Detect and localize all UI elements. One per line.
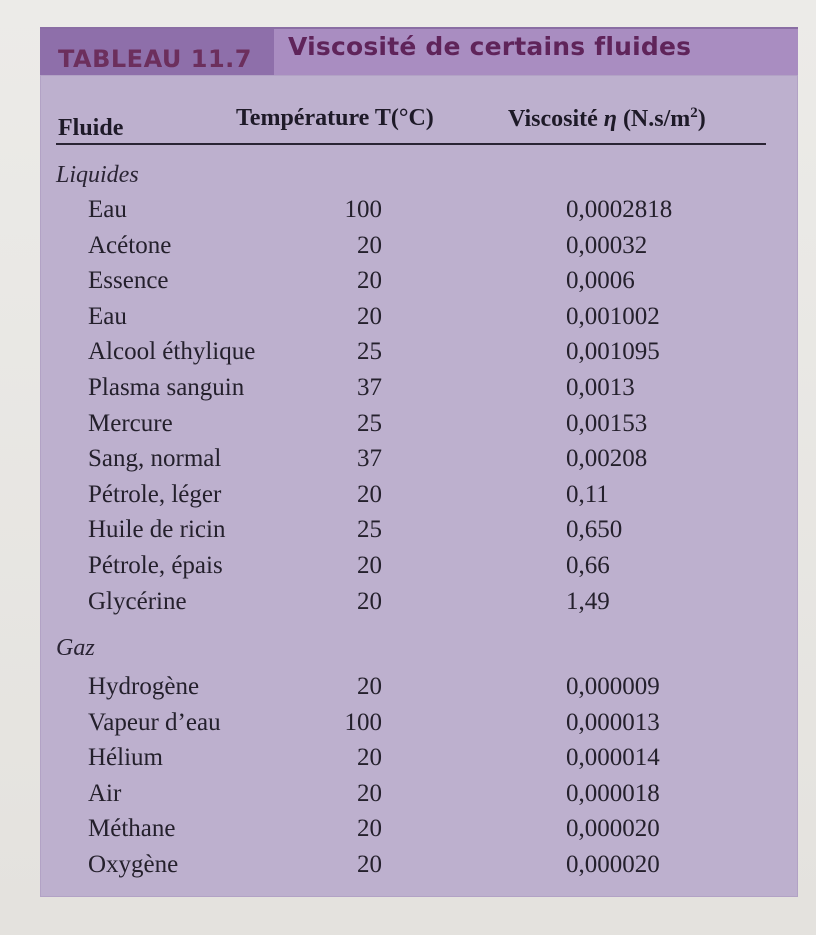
cell-viscosity: 0,00153 [566, 409, 648, 437]
table-row [40, 815, 798, 849]
cell-viscosity: 0,000013 [566, 708, 660, 736]
header-fluid: Fluide [58, 115, 124, 141]
table-row [40, 481, 798, 515]
table-row [40, 374, 798, 408]
table-row [40, 673, 798, 707]
cell-fluid: Vapeur d’eau [88, 708, 221, 736]
table-header [40, 105, 798, 145]
cell-temperature: 25 [357, 516, 382, 544]
cell-temperature: 20 [357, 302, 382, 330]
header-viscosity-unit-open: (N.s/m [616, 106, 691, 132]
table-row [40, 232, 798, 266]
header-viscosity [508, 105, 706, 133]
cell-temperature: 20 [357, 673, 382, 700]
cell-viscosity: 0,0006 [566, 267, 635, 295]
cell-fluid: Air [88, 779, 122, 807]
table-row [40, 516, 798, 550]
cell-fluid: Glycérine [88, 587, 187, 615]
header-viscosity-unit-close: ) [697, 106, 706, 132]
cell-viscosity: 0,001095 [566, 338, 660, 366]
cell-viscosity: 0,000018 [566, 779, 660, 807]
cell-viscosity: 0,000020 [566, 815, 660, 843]
cell-fluid: Huile de ricin [88, 516, 226, 544]
cell-viscosity: 0,0002818 [566, 196, 673, 223]
table-row [40, 552, 798, 586]
cell-temperature: 20 [357, 587, 382, 615]
cell-temperature: 20 [357, 744, 382, 772]
cell-viscosity: 0,001002 [566, 302, 660, 330]
table-row [40, 267, 798, 301]
header-temperature: Température T(°C) [236, 105, 434, 131]
table-row [40, 410, 798, 444]
section-label-liquides: Liquides [56, 162, 139, 188]
cell-fluid: Alcool éthylique [88, 338, 256, 366]
table-code-tab [40, 29, 274, 77]
table-row [40, 303, 798, 337]
cell-viscosity: 1,49 [566, 587, 610, 615]
cell-temperature: 37 [357, 374, 382, 401]
table-title: Viscosité de certains fluides [288, 32, 692, 61]
table-row [40, 851, 798, 885]
cell-temperature: 25 [357, 409, 382, 437]
cell-fluid: Acétone [88, 231, 172, 259]
cell-viscosity: 0,66 [566, 552, 610, 579]
header-viscosity-unit-exp: 2 [690, 105, 698, 121]
cell-fluid: Plasma sanguin [88, 374, 245, 401]
cell-fluid: Méthane [88, 815, 176, 843]
header-viscosity-symbol: η [603, 106, 617, 132]
table-code: TABLEAU 11.7 [58, 45, 252, 73]
cell-viscosity: 0,000009 [566, 673, 660, 700]
cell-temperature: 20 [357, 231, 382, 259]
table-row [40, 196, 798, 230]
cell-fluid: Mercure [88, 409, 173, 437]
cell-temperature: 20 [357, 851, 382, 878]
section-label-gaz: Gaz [56, 635, 95, 661]
cell-temperature: 20 [357, 267, 382, 295]
cell-temperature: 20 [357, 779, 382, 807]
cell-fluid: Hydrogène [88, 673, 200, 700]
header-divider [56, 143, 766, 145]
cell-temperature: 20 [357, 480, 382, 508]
cell-fluid: Oxygène [88, 851, 179, 878]
cell-temperature: 100 [344, 196, 382, 223]
cell-temperature: 100 [344, 708, 382, 736]
cell-fluid: Eau [88, 302, 127, 330]
cell-fluid: Essence [88, 267, 169, 295]
table-row [40, 445, 798, 479]
table-row [40, 588, 798, 622]
table-row [40, 709, 798, 743]
cell-fluid: Pétrole, épais [88, 552, 223, 579]
viscosity-table [40, 75, 798, 897]
cell-temperature: 37 [357, 445, 382, 473]
cell-fluid: Eau [88, 196, 127, 223]
cell-fluid: Hélium [88, 744, 163, 772]
table-row [40, 744, 798, 778]
cell-temperature: 20 [357, 815, 382, 843]
cell-viscosity: 0,000020 [566, 851, 660, 878]
cell-viscosity: 0,00208 [566, 445, 648, 473]
header-viscosity-prefix: Viscosité [508, 106, 604, 132]
cell-fluid: Sang, normal [88, 445, 222, 473]
cell-viscosity: 0,0013 [566, 374, 635, 401]
table-row [40, 338, 798, 372]
cell-viscosity: 0,650 [566, 516, 623, 544]
cell-temperature: 20 [357, 552, 382, 579]
table-title-bar [40, 27, 798, 77]
cell-viscosity: 0,000014 [566, 744, 660, 772]
cell-fluid: Pétrole, léger [88, 480, 222, 508]
cell-viscosity: 0,00032 [566, 231, 648, 259]
cell-temperature: 25 [357, 338, 382, 366]
table-row [40, 780, 798, 814]
cell-viscosity: 0,11 [566, 480, 609, 508]
